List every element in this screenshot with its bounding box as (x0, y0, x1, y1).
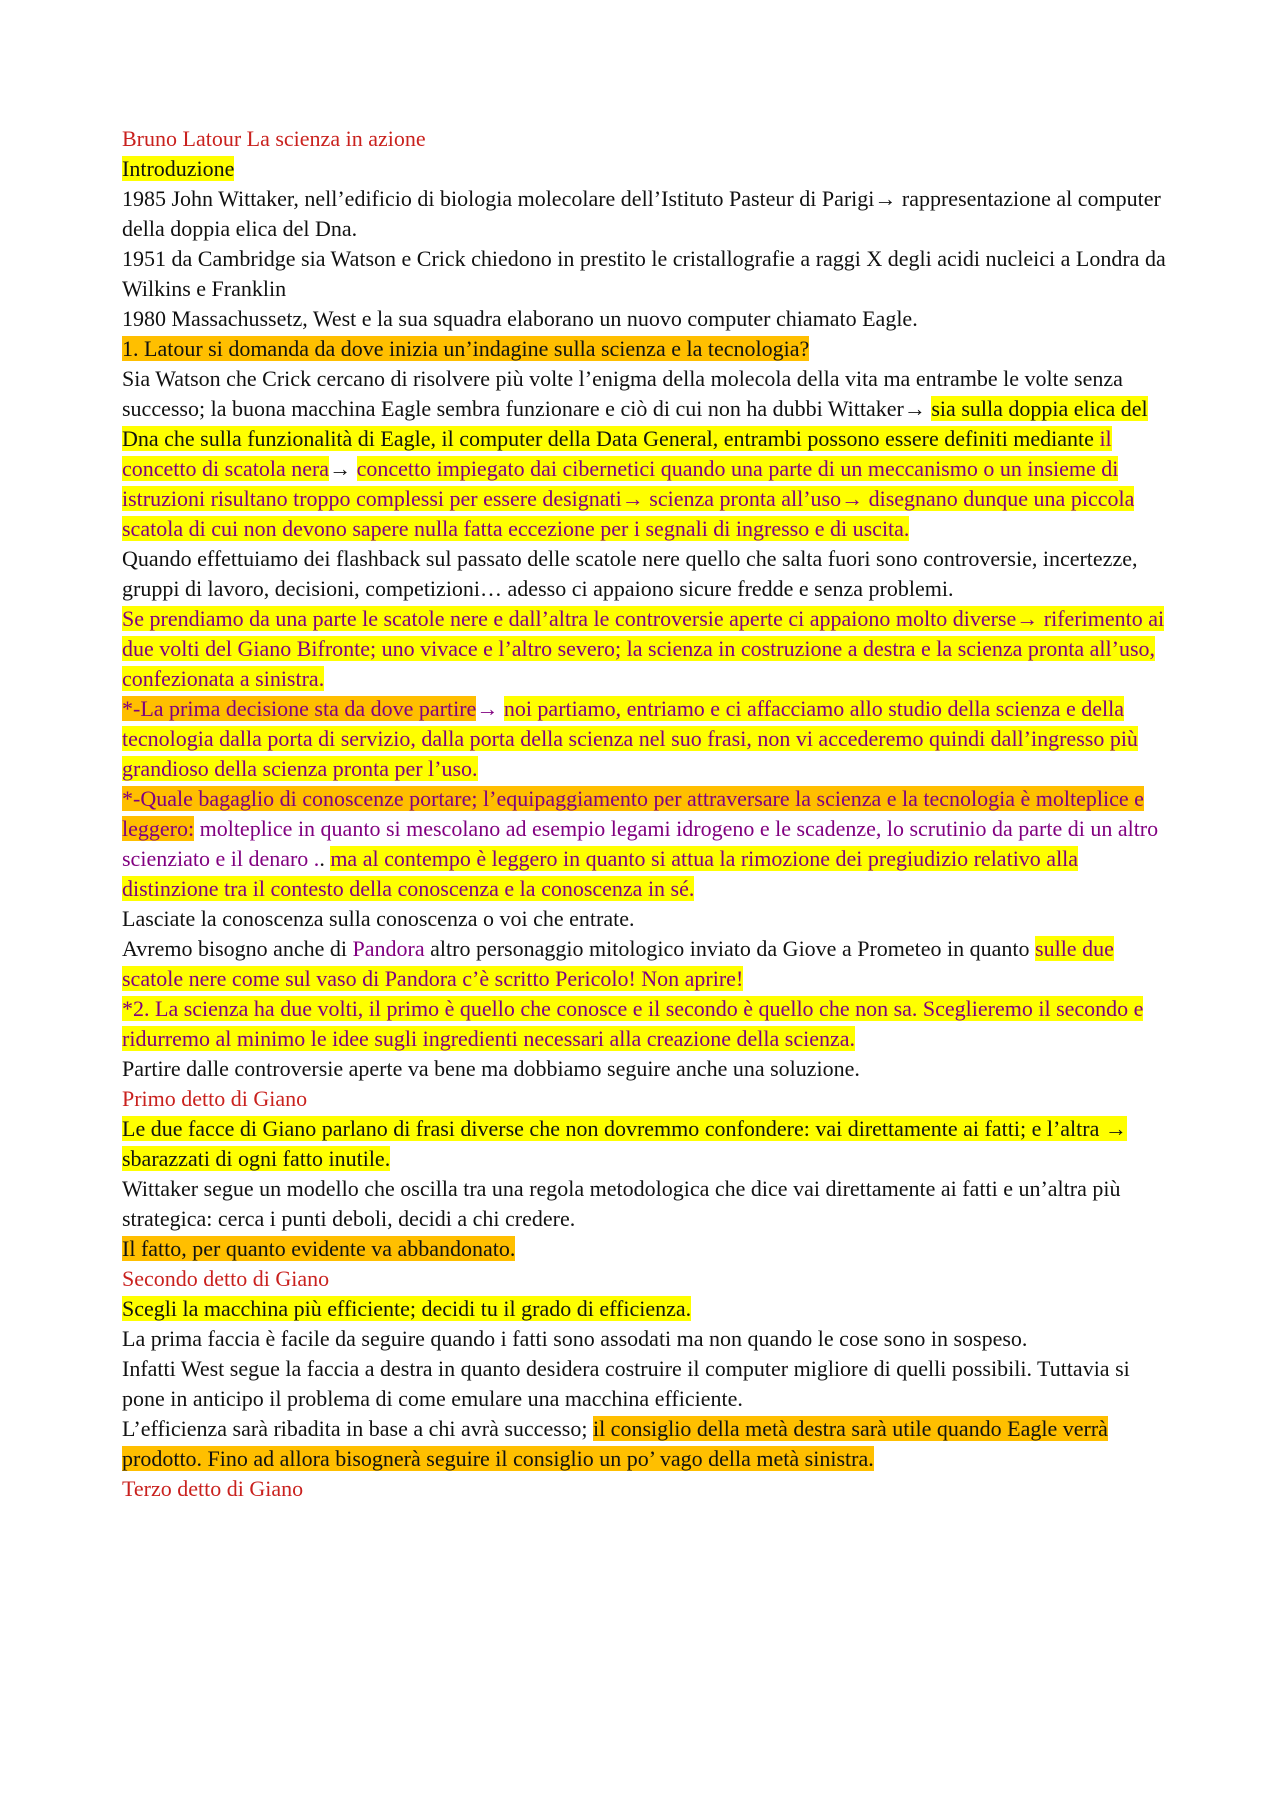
intro-heading (122, 154, 1172, 184)
paragraph-due-volti (122, 994, 1172, 1054)
p19-part-a: L’efficienza sarà ribadita in base a chi avrà successo; (122, 1416, 593, 1441)
paragraph-giano-bifronte (122, 604, 1172, 694)
p4-part-e: concetto impiegato dai cibernetici quando una parte di un meccanismo o un insieme di istruzioni risultano troppo complessi per essere designati→ scienza pronta all’uso→ disegnano dunque una piccola scatola di cui non devono sapere nulla fatta eccezione per i segnali di ingresso e di uscita. (122, 456, 1135, 541)
p4-part-a: Sia Watson che Crick cercano di risolvere più volte l’enigma della molecola della vita ma entrambe le volte senza successo; la buona macchina Eagle sembra funzionare e ciò di cui non ha dubbi Wittaker→ (122, 366, 1123, 421)
p10-part-d: sulle due scatole nere come sul vaso di Pandora c’è scritto Pericolo! Non aprire! (122, 936, 1114, 991)
paragraph-controversie: Partire dalle controversie aperte va bene ma dobbiamo seguire anche una soluzione. (122, 1056, 860, 1081)
paragraph-wittaker-modello: Wittaker segue un modello che oscilla tra una regola metodologica che dice vai direttamente ai fatti e un’altra più strategica: cerca i punti deboli, decidi a chi credere. (122, 1176, 1121, 1231)
paragraph-scatola-nera (122, 364, 1172, 544)
heading-secondo-detto (122, 1264, 1172, 1294)
p8-part-c: . (319, 846, 331, 871)
paragraph-flashback: Quando effettuiamo dei flashback sul passato delle scatole nere quello che salta fuori sono controversie, incertezze, gruppi di lavoro, decisioni, competizioni… adesso ci appaiono sicure fredde e senza problemi. (122, 546, 1138, 601)
paragraph-scegli-macchina (122, 1294, 1172, 1324)
p6-text: Se prendiamo da una parte le scatole nere e dall’altra le controversie aperte ci appaiono molto diverse→ riferimento ai due volti del Giano Bifronte; uno vivace e l’altro severo; la scienza in costruzione a destra e la scienza pronta all’uso, confezionata a sinistra. (122, 606, 1165, 691)
paragraph-due-facce (122, 1114, 1172, 1174)
p15-text: Il fatto, per quanto evidente va abbandonato. (122, 1236, 516, 1261)
paragraph-west: Infatti West segue la faccia a destra in quanto desidera costruire il computer migliore di quelli possibili. Tuttavia si pone in anticipo il problema di come emulare una macchina efficiente. (122, 1356, 1130, 1411)
heading-terzo-text: Terzo detto di Giano (122, 1476, 304, 1501)
paragraph-bagaglio (122, 784, 1172, 904)
paragraph-1985: 1985 John Wittaker, nell’edificio di biologia molecolare dell’Istituto Pasteur di Parigi→ rappresentazione al computer della doppia elica del Dna. (122, 186, 1161, 241)
p11-text: *2. La scienza ha due volti, il primo è quello che conosce e il secondo è quello che non sa. Sceglieremo il secondo e ridurremo al minimo le idee sugli ingredienti necessari alla creazione della scienza. (122, 996, 1144, 1051)
paragraph-lasciate: Lasciate la conoscenza sulla conoscenza o voi che entrate. (122, 906, 635, 931)
p4-part-c: il concetto di scatola nera (122, 426, 1112, 481)
document-page (122, 124, 1172, 1504)
paragraph-prima-decisione (122, 694, 1172, 784)
doc-title-text: Bruno Latour La scienza in azione (122, 126, 426, 151)
p4-part-b: sia sulla doppia elica del Dna che sulla funzionalità di Eagle, il computer della Data General, entrambi possono essere definiti mediante (122, 396, 1148, 451)
p8-part-b: molteplice in quanto si mescolano ad esempio legami idrogeno e le scadenze, lo scrutinio da parte di un altro scienziato e il denaro . (122, 816, 1159, 871)
p4-part-d: → (329, 456, 357, 481)
paragraph-fatto (122, 1234, 1172, 1264)
p16-text: Scegli la macchina più efficiente; decidi tu il grado di efficienza. (122, 1296, 692, 1321)
p7-part-b: → (476, 696, 504, 721)
paragraph-1951: 1951 da Cambridge sia Watson e Crick chiedono in prestito le cristallografie a raggi X degli acidi nucleici a Londra da Wilkins e Franklin (122, 246, 1166, 301)
p8-part-a: *-Quale bagaglio di conoscenze portare; l’equipaggiamento per attraversare la scienza e la tecnologia è molteplice e leggero: (122, 786, 1144, 841)
question-1-text: 1. Latour si domanda da dove inizia un’indagine sulla scienza e la tecnologia? (122, 336, 810, 361)
paragraph-prima-faccia: La prima faccia è facile da seguire quando i fatti sono assodati ma non quando le cose sono in sospeso. (122, 1326, 1028, 1351)
p8-part-d: ma al contempo è leggero in quanto si attua la rimozione dei pregiudizio relativo alla distinzione tra il contesto della conoscenza e la conoscenza in sé. (122, 846, 1079, 901)
paragraph-efficienza (122, 1414, 1172, 1474)
p10-part-b: Pandora (352, 936, 425, 961)
heading-primo-text: Primo detto di Giano (122, 1086, 308, 1111)
p10-part-a: Avremo bisogno anche di (122, 936, 353, 961)
p10-part-c: altro personaggio mitologico inviato da Giove a Prometeo in quanto (424, 936, 1036, 961)
heading-primo-detto (122, 1084, 1172, 1114)
heading-secondo-text: Secondo detto di Giano (122, 1266, 330, 1291)
doc-title (122, 124, 1172, 154)
p7-part-c: noi partiamo, entriamo e ci affacciamo allo studio della scienza e della tecnologia dalla porta di servizio, dalla porta della scienza nel suo frasi, non vi accederemo quindi dall’ingresso più grandioso della scienza pronta per l’uso. (122, 696, 1138, 781)
paragraph-1980: 1980 Massachussetz, West e la sua squadra elaborano un nuovo computer chiamato Eagle. (122, 306, 918, 331)
p19-part-b: il consiglio della metà destra sarà utile quando Eagle verrà prodotto. Fino ad allora bisognerà seguire il consiglio un po’ vago della metà sinistra. (122, 1416, 1108, 1471)
heading-terzo-detto (122, 1474, 1172, 1504)
intro-heading-text: Introduzione (122, 156, 235, 181)
p7-part-a: *-La prima decisione sta da dove partire (122, 696, 477, 721)
p13-text: Le due facce di Giano parlano di frasi diverse che non dovremmo confondere: vai direttamente ai fatti; e l’altra → sbarazzati di ogni fatto inutile. (122, 1116, 1127, 1171)
question-1 (122, 334, 1172, 364)
paragraph-pandora (122, 934, 1172, 994)
